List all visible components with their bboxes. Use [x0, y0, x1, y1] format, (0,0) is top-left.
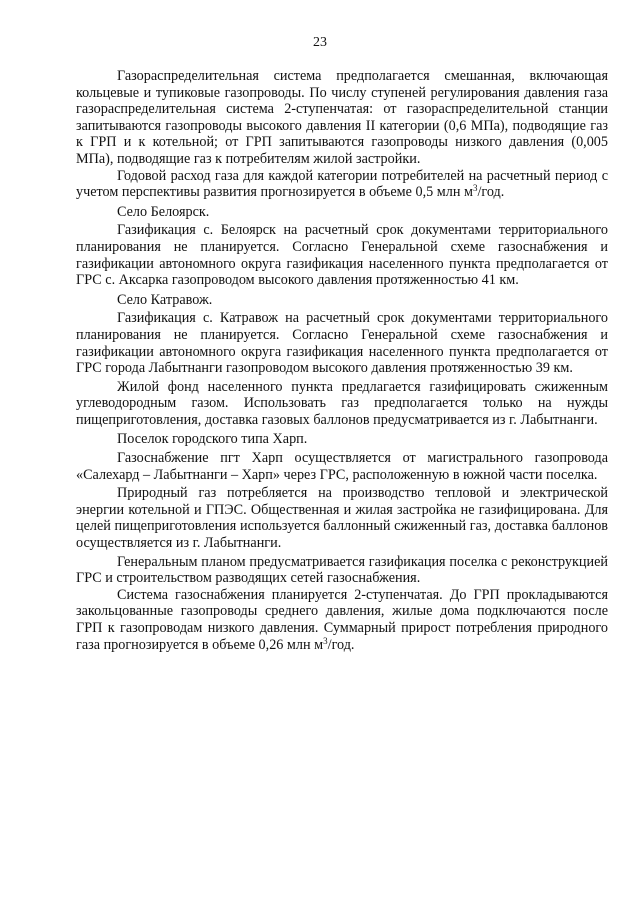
- paragraph-beloyarsk: Газификация с. Белоярск на расчетный срок документами территориального планирования не планируется. Согласно Генеральной схеме газоснабжения и газификации автономного округа газификация населенного пункта предполагается от ГРС с. Аксарка газопроводом высокого давления протяженностью 41 км.: [76, 222, 608, 289]
- heading-kharp: Поселок городского типа Харп.: [117, 431, 308, 448]
- page-number: 23: [313, 35, 327, 50]
- document-body: [76, 68, 608, 653]
- paragraph-kharp-general-plan: Генеральным планом предусматривается газификация поселка с реконструкцией ГРС и строительством разводящих сетей газоснабжения.: [76, 553, 608, 587]
- paragraph-katravozh: Газификация с. Катравож на расчетный срок документами территориального планирования не планируется. Согласно Генеральной схеме газоснабжения и газификации автономного округа газификация населенного пункта предполагается от ГРС города Лабытнанги газопроводом высокого давления протяженностью 39 км.: [76, 310, 608, 377]
- paragraph-kharp-supply: Газоснабжение пгт Харп осуществляется от магистрального газопровода «Салехард – Лабытнанги – Харп» через ГРС, расположенную в южной части поселка.: [76, 450, 608, 483]
- paragraph-annual-consumption: Годовой расход газа для каждой категории потребителей на расчетный период с учетом перспективы развития прогнозируется в объеме 0,5 млн $м^3$/год.: [76, 167, 608, 201]
- heading-beloyarsk: Село Белоярск.: [117, 203, 210, 220]
- heading-katravozh: Село Катравож.: [117, 291, 213, 308]
- paragraph-kharp-consumption: Природный газ потребляется на производство тепловой и электрической энергии котельной и ГПЭС. Общественная и жилая застройка не газифицирована. Для целей пищеприготовления используется баллонный сжиженный газ, доставка баллонов осуществляется из г. Лабытнанги.: [76, 485, 608, 552]
- paragraph-katravozh-lpg: Жилой фонд населенного пункта предлагается газифицировать сжиженным углеводородным газом. Использовать газ предполагается только на нужды пищеприготовления, доставка газовых баллонов предусматривается из г. Лабытнанги.: [76, 378, 608, 428]
- paragraph-gas-system: Газораспределительная система предполагается смешанная, включающая кольцевые и тупиковые газопроводы. По числу ступеней регулирования давления газа газораспределительная система 2-ступенчатая: от газораспределительной станции запитываются газопроводы высокого давления II категории (0,6 МПа), подводящие газ к ГРП и к котельной; от ГРП запитываются газопроводы низкого давления (0,005 МПа), подводящие газ к потребителям жилой застройки.: [76, 68, 608, 167]
- paragraph-kharp-system: Система газоснабжения планируется 2-ступенчатая. До ГРП прокладываются закольцованные газопроводы среднего давления, жилые дома подключаются после ГРП к газопроводам низкого давления. Суммарный прирост потребления природного газа прогнозируется в объеме 0,26 млн $м^3$/год.: [76, 586, 608, 653]
